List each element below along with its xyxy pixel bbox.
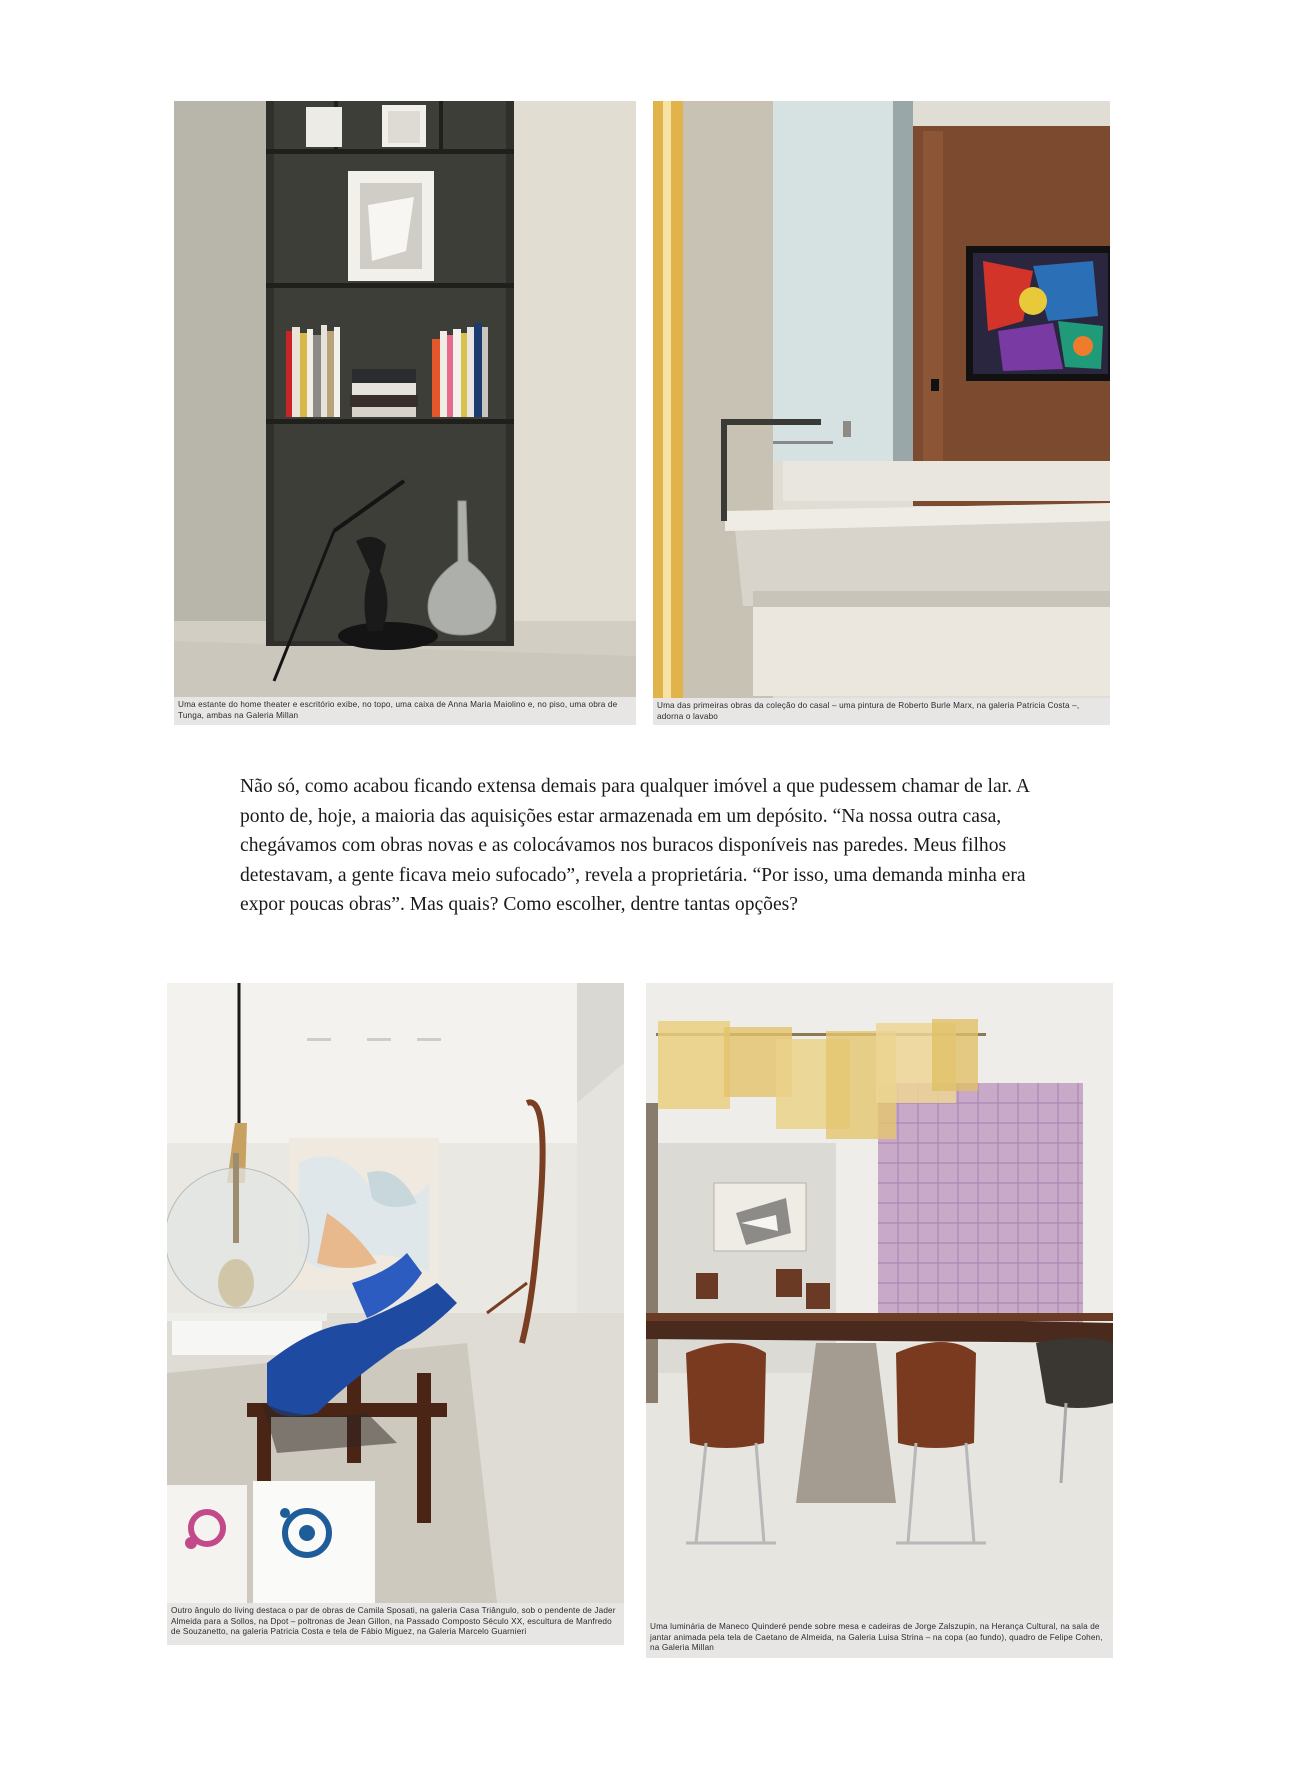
photo-living [167,983,624,1603]
photo-bookshelf [174,101,636,697]
article-paragraph [240,772,1060,920]
photo-caption: Outro ângulo do living destaca o par de obras de Camila Sposati, na galeria Casa Triângulo, sob o pendente de Jader Almeida para a Sollos, na Dpot – poltronas de Jean Gillon, na Passado Composto Século XX, escultura de Manfredo de Souzanetto, na galeria Patricia Costa e tela de Fábio Miguez, na Galeria Marcelo Guarnieri [167,1603,624,1645]
article-paragraph-text: Não só, como acabou ficando extensa demais para qualquer imóvel a que pudessem chamar de lar. A ponto de, hoje, a maioria das aquisições estar armazenada em um depósito. “Na nossa outra casa, chegávamos com obras novas e as colocávamos nos buracos disponíveis nas paredes. Meus filhos detestavam, a gente ficava meio sufocado”, revela a proprietária. “Por isso, uma demanda minha era expor poucas obras”. Mas quais? Como escolher, dentre tantas opções? [240,776,1029,916]
photo-lavabo [653,101,1110,698]
photo-caption: Uma luminária de Maneco Quinderé pende sobre mesa e cadeiras de Jorge Zalszupin, na Herança Cultural, na sala de jantar animada pela tela de Caetano de Almeida, na Galeria Luisa Strina – na copa (ao fundo), quadro de Felipe Cohen, na Galeria Millan [646,1619,1113,1658]
photo-caption: Uma das primeiras obras da coleção do casal – uma pintura de Roberto Burle Marx, na galeria Patricia Costa –, adorna o lavabo [653,698,1110,725]
photo-caption: Uma estante do home theater e escritório exibe, no topo, uma caixa de Anna Maria Maiolino e, no piso, uma obra de Tunga, ambas na Galeria Millan [174,697,636,725]
photo-dining [646,983,1113,1619]
